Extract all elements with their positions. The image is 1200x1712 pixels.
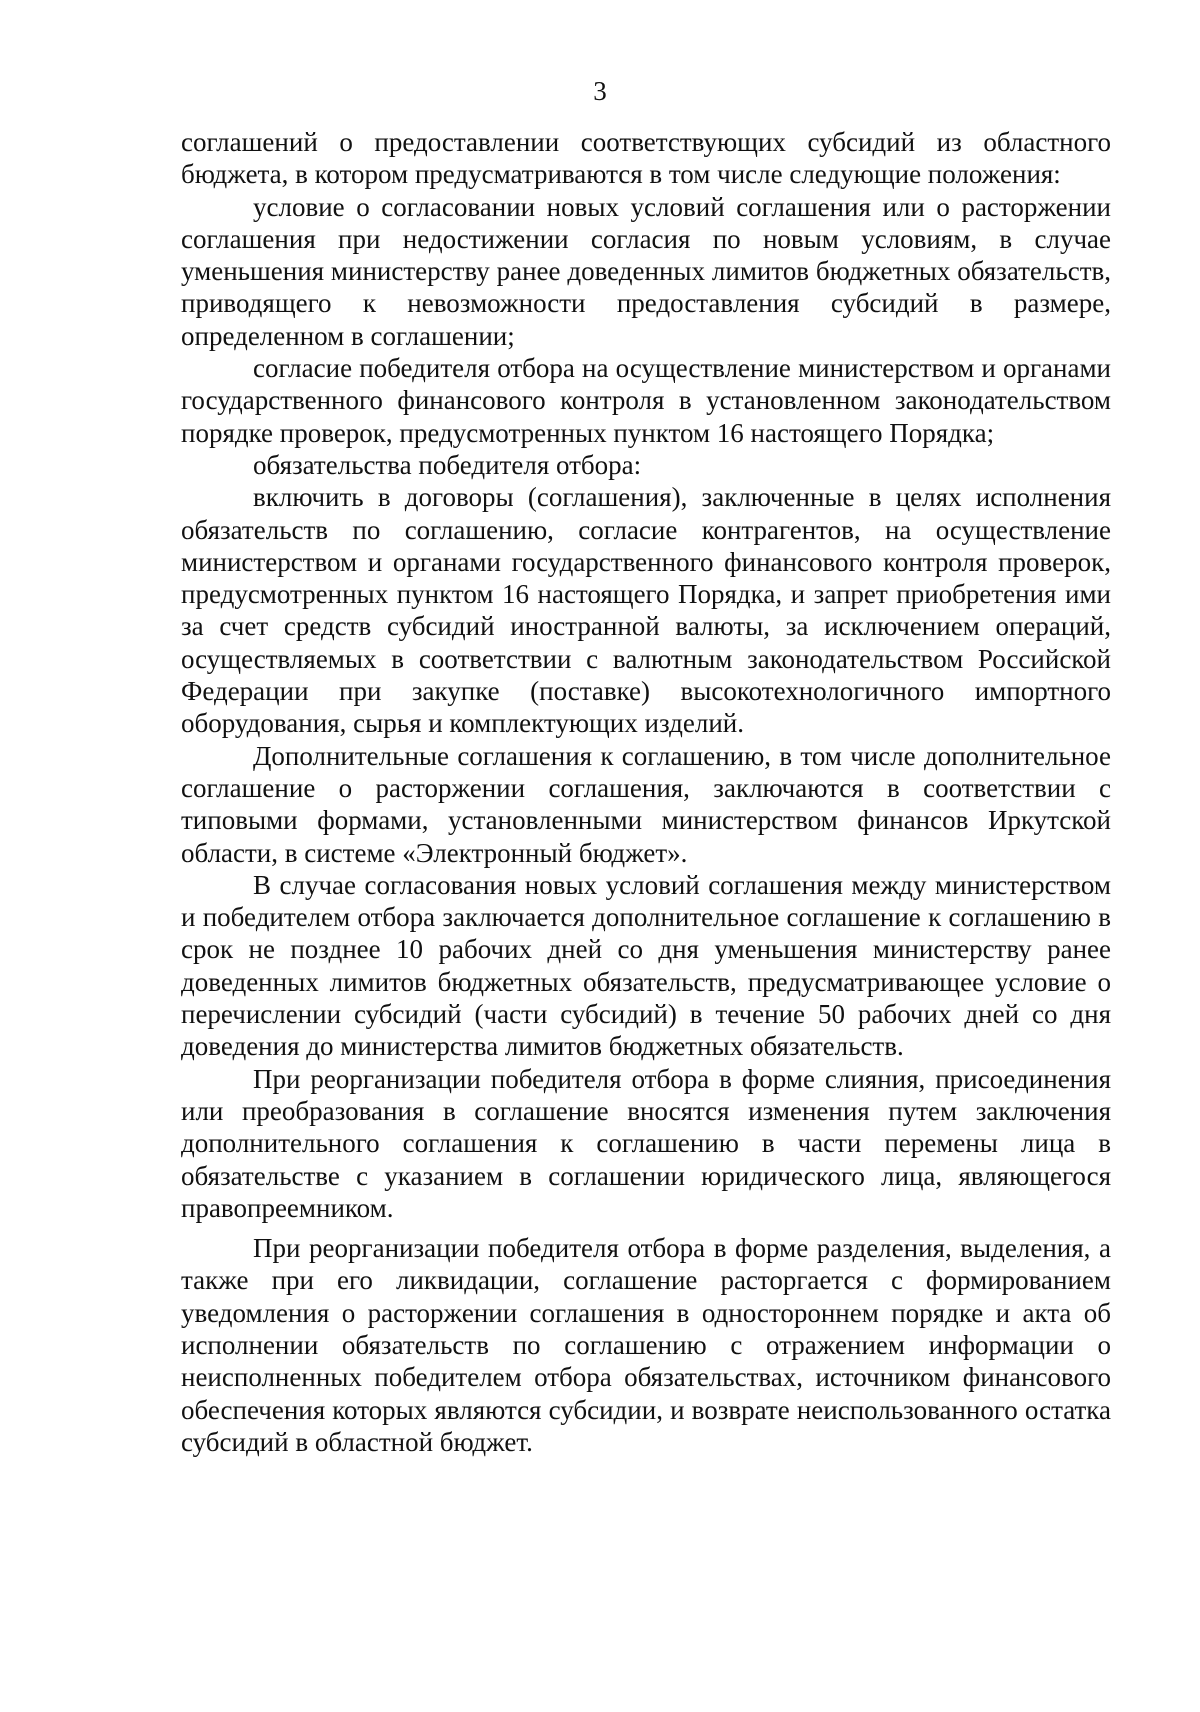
paragraph-reorganization-merger: При реорганизации победителя отбора в форме слияния, присоединения или преобразования в соглашение вносятся изменения путем заключения дополнительного соглашения к соглашению в части перемены лица в обязательстве с указанием в соглашении юридического лица, являющегося правопреемником. [181,1063,1111,1223]
paragraph-obligations-heading: обязательства победителя отбора: [253,449,642,480]
paragraph-additional-agreements: Дополнительные соглашения к соглашению, в том числе дополнительное соглашение о расторжении соглашения, заключаются в соответствии с типовыми формами, установленными министерством финансов Иркутской области, в системе «Электронный бюджет». [181,740,1111,868]
paragraph-new-conditions: В случае согласования новых условий соглашения между министерством и победителем отбора заключается дополнительное соглашение к соглашению в срок не позднее 10 рабочих дней со дня уменьшения министерству ранее доведенных лимитов бюджетных обязательств, предусматривающее условие о перечислении субсидий (части субсидий) в течение 50 рабочих дней со дня доведения до министерства лимитов бюджетных обязательств. [181,869,1111,1062]
paragraph-reorganization-division: При реорганизации победителя отбора в форме разделения, выделения, а также при его ликвидации, соглашение расторгается с формированием уведомления о расторжении соглашения в одностороннем порядке и акта об исполнении обязательств по соглашению с отражением информации о неисполненных победителем отбора обязательствах, источником финансового обеспечения которых являются субсидии, и возврате неиспользованного остатка субсидий в областной бюджет. [181,1233,1111,1457]
page-number: 3 [593,76,607,106]
paragraph-continuation: соглашений о предоставлении соответствующих субсидий из областного бюджета, в котором предусматриваются в том числе следующие положения: [181,127,1111,190]
paragraph-consent-inspections: согласие победителя отбора на осуществление министерством и органами государственного финансового контроля в установленном законодательством порядке проверок, предусмотренных пунктом 16 настоящего Порядка; [181,353,1111,448]
document-body [181,126,1111,1458]
paragraph-condition-renegotiation: условие о согласовании новых условий соглашения или о расторжении соглашения при недостижении согласия по новым условиям, в случае уменьшения министерству ранее доведенных лимитов бюджетных обязательств, приводящего к невозможности предоставления субсидий в размере, определенном в соглашении; [181,191,1111,351]
paragraph-contract-inclusion: включить в договоры (соглашения), заключенные в целях исполнения обязательств по соглашению, согласие контрагентов, на осуществление министерством и органами государственного финансового контроля проверок, предусмотренных пунктом 16 настоящего Порядка, и запрет приобретения ими за счет средств субсидий иностранной валюты, за исключением операций, осуществляемых в соответствии с валютным законодательством Российской Федерации при закупке (поставке) высокотехнологичного импортного оборудования, сырья и комплектующих изделий. [181,482,1111,739]
